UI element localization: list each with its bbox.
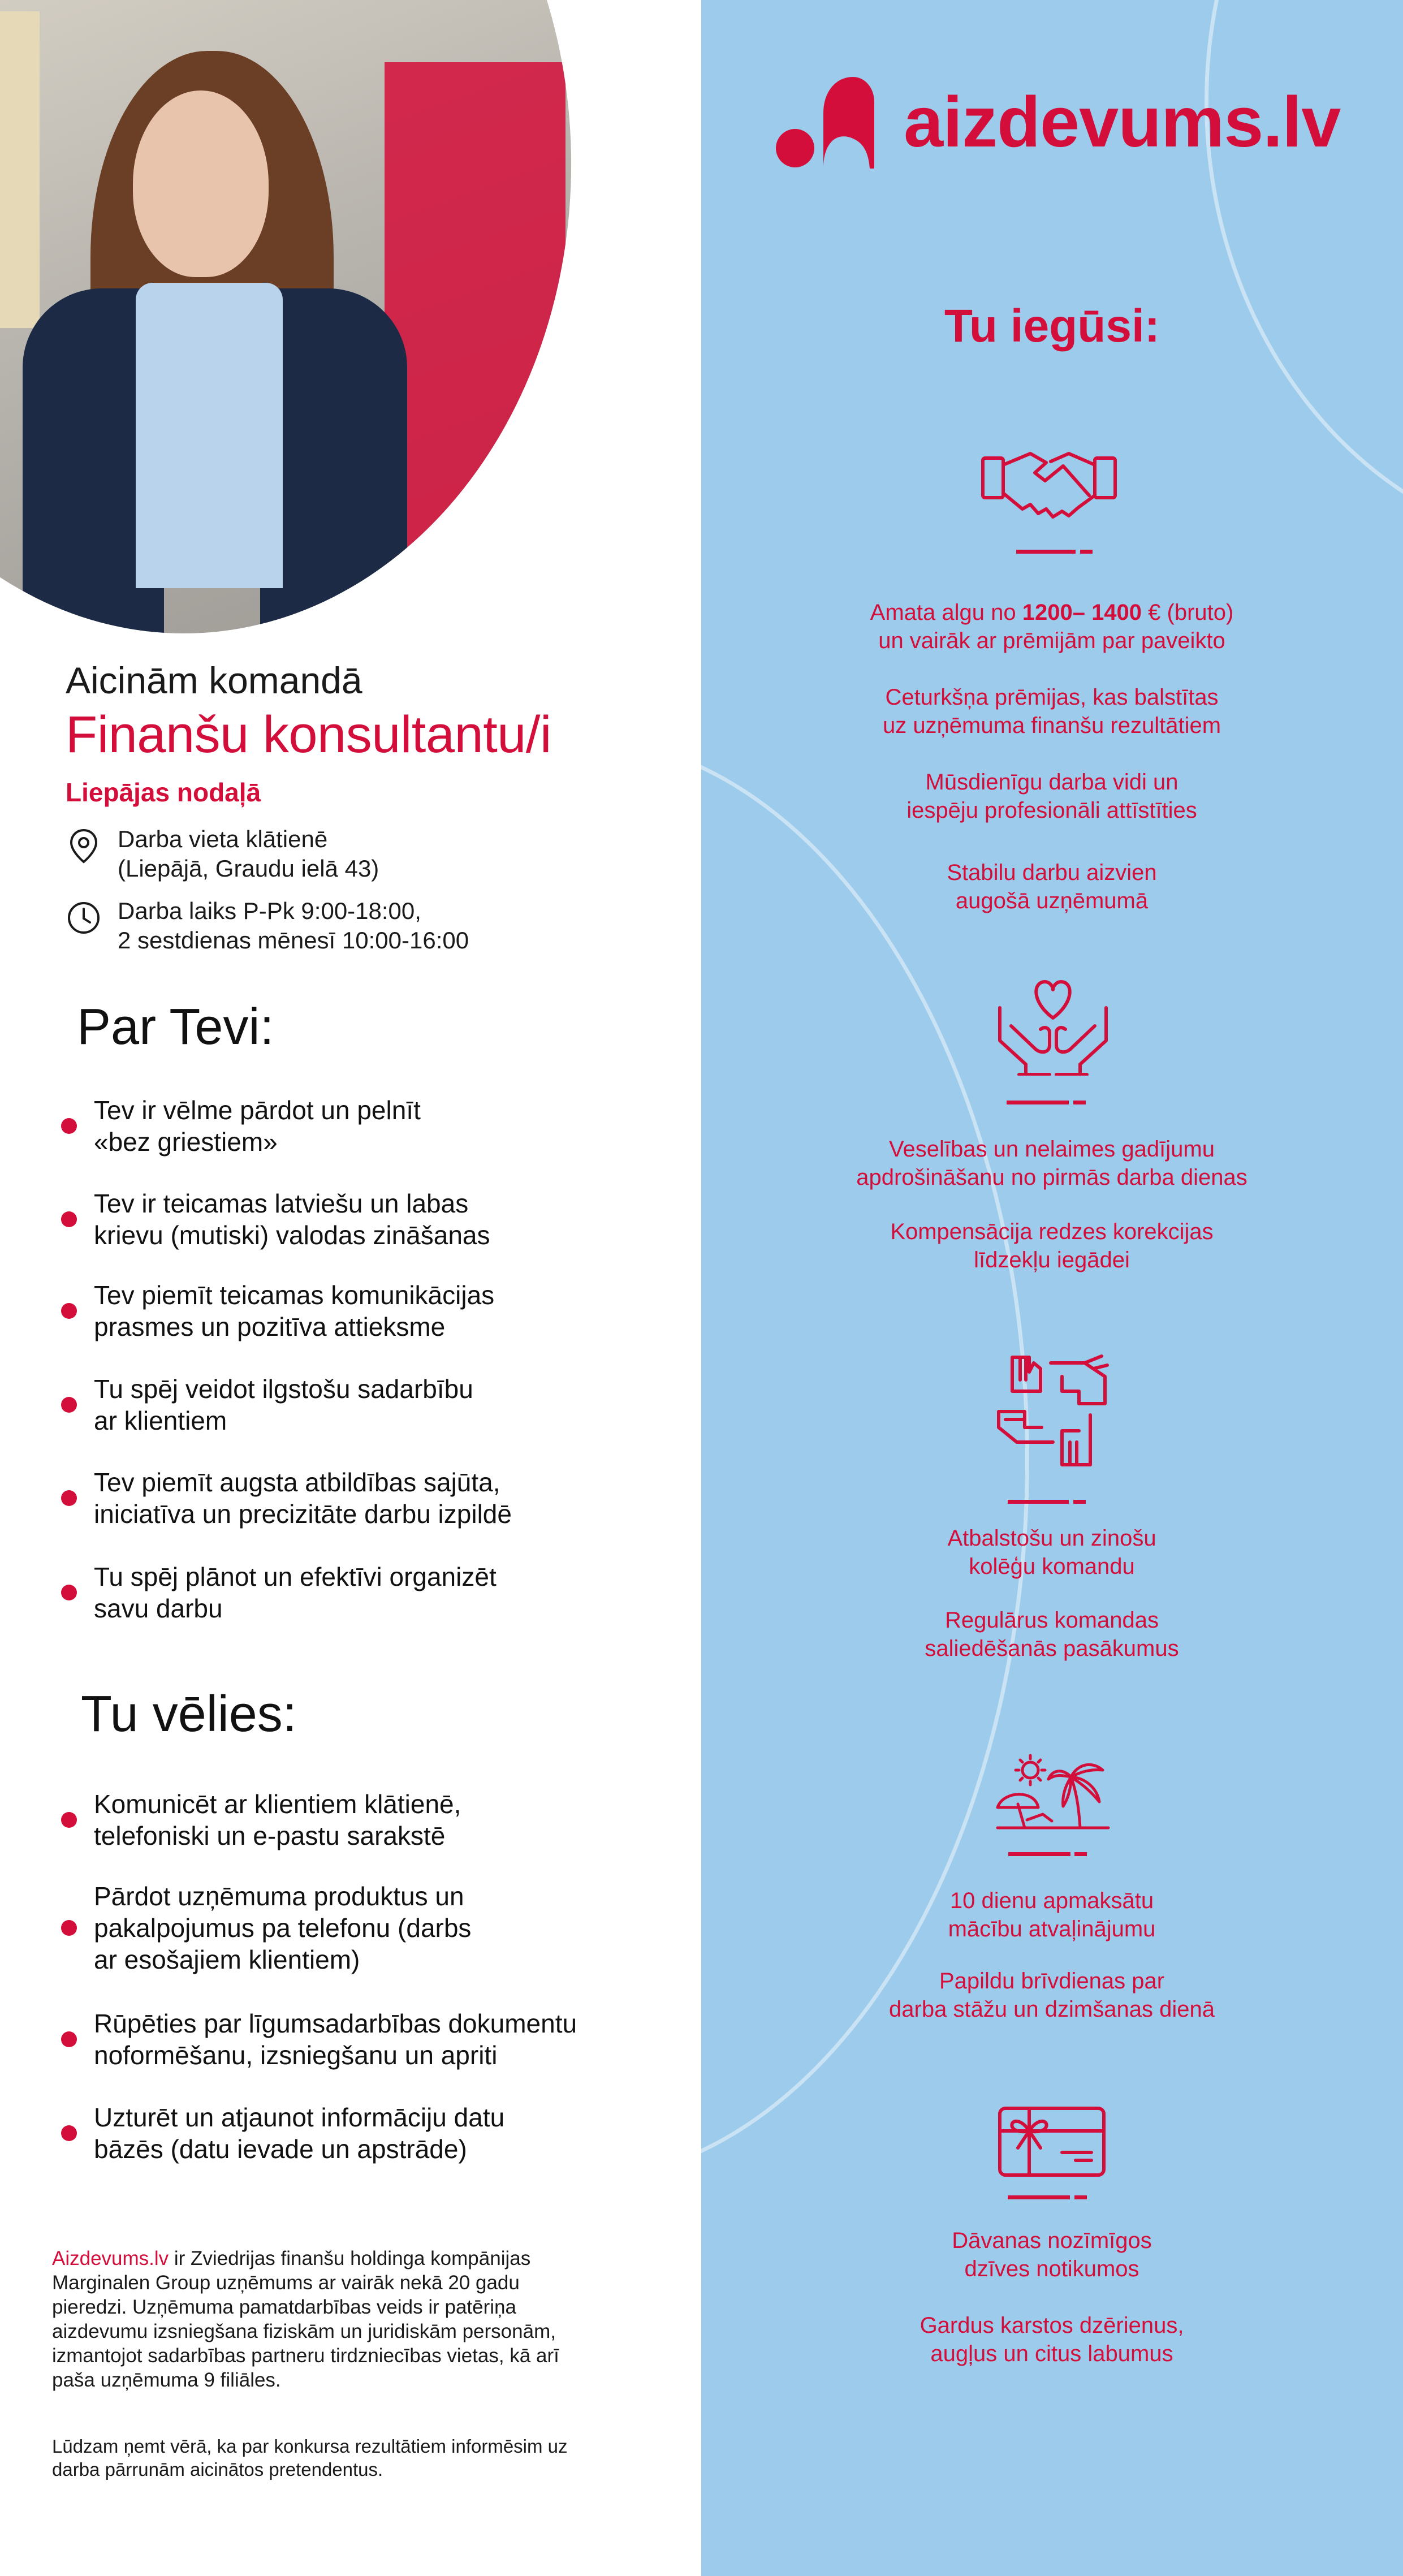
hours-line-2: 2 sestdienas mēnesī 10:00-16:00 <box>118 927 469 953</box>
heart-hands-icon <box>991 974 1115 1076</box>
benefit-text: Mūsdienīgu darba vidi un iespēju profesionāli attīstīties <box>906 770 1197 823</box>
benefits-panel <box>701 0 1403 2576</box>
hero-photo-circle <box>0 0 571 633</box>
about-you-item: Tev piemīt augsta atbildības sajūta, iniciatīva un precizitāte darbu izpildē <box>61 1466 512 1530</box>
workplace-line-2: (Liepājā, Graudu ielā 43) <box>118 855 379 882</box>
gift-card-icon <box>996 2105 1107 2178</box>
about-you-item: Tu spēj veidot ilgstošu sadarbību ar klientiem <box>61 1373 473 1436</box>
benefit-text: Kompensācija redzes korekcijas līdzekļu iegādei <box>890 1219 1214 1272</box>
benefit-text: Stabilu darbu aizvien augošā uzņēmumā <box>947 860 1157 913</box>
bullet-dot-icon <box>61 1118 77 1134</box>
about-you-title: Par Tevi: <box>77 999 274 1055</box>
team-hands-icon <box>994 1352 1110 1473</box>
branch-label: Liepājas nodaļā <box>66 778 261 807</box>
vacation-palm-icon <box>995 1753 1111 1832</box>
about-you-item: Tu spēj plānot un efektīvi organizēt savu darbu <box>61 1561 497 1624</box>
bullet-dot-icon <box>61 1812 77 1828</box>
benefit-dash <box>1008 1852 1070 1856</box>
company-description <box>52 2246 578 2392</box>
benefit-dash <box>1073 1101 1086 1104</box>
hero-photo <box>0 0 571 633</box>
brand-logo-icon <box>774 74 875 170</box>
benefit-text: Dāvanas nozīmīgos dzīves notikumos <box>952 2228 1152 2281</box>
position-title: Finanšu konsultantu/i <box>66 706 551 763</box>
bullet-dot-icon <box>61 1303 77 1319</box>
benefit-text: Gardus karstos dzērienus, augļus un citus labumus <box>919 2313 1184 2366</box>
company-brand-word: Aizdevums.lv <box>52 2247 169 2269</box>
decorative-arc <box>701 735 1029 2183</box>
benefit-dash <box>1080 550 1093 554</box>
bullet-dot-icon <box>61 1211 77 1227</box>
benefit-dash <box>1008 2195 1070 2199</box>
bullet-dot-icon <box>61 1585 77 1600</box>
clock-icon <box>66 900 102 936</box>
benefit-dash <box>1074 2195 1087 2199</box>
intro-block <box>66 659 563 808</box>
you-want-item: Komunicēt ar klientiem klātienē, telefoniski un e-pastu sarakstē <box>61 1788 461 1852</box>
benefit-text: Regulārus komandas saliedēšanās pasākumus <box>925 1608 1179 1661</box>
you-want-item: Rūpēties par līgumsadarbības dokumentu noformēšanu, izsniegšanu un apriti <box>61 2008 577 2071</box>
benefit-text: Papildu brīvdienas par darba stāžu un dzimšanas dienā <box>889 1969 1215 2022</box>
benefit-dash <box>1073 1500 1086 1504</box>
about-you-item: Tev ir teicamas latviešu un labas krievu (mutiski) valodas zināšanas <box>61 1188 490 1251</box>
benefit-text: Veselības un nelaimes gadījumu apdrošināšanu no pirmās darba dienas <box>856 1137 1247 1190</box>
about-you-item: Tev piemīt teicamas komunikācijas prasmes un pozitīva attieksme <box>61 1279 494 1343</box>
location-pin-icon <box>66 828 102 864</box>
benefit-dash <box>1016 550 1076 554</box>
contest-note: Lūdzam ņemt vērā, ka par konkursa rezultātiem informēsim uz darba pārrunām aicinātos pretendentus. <box>52 2436 568 2480</box>
brand-logo <box>774 74 1340 170</box>
bullet-dot-icon <box>61 2031 77 2047</box>
bullet-dot-icon <box>61 2125 77 2141</box>
bullet-dot-icon <box>61 1490 77 1506</box>
benefit-salary: Amata algu no 1200– 1400 € (bruto) un vairāk ar prēmijām par paveikto <box>870 600 1234 653</box>
you-want-title: Tu vēlies: <box>81 1686 297 1742</box>
hours-line-1: Darba laiks P-Pk 9:00-18:00, <box>118 897 421 924</box>
benefit-dash <box>1007 1101 1069 1104</box>
hours-info <box>66 896 469 955</box>
salary-range: 1200– 1400 <box>1022 600 1142 625</box>
brand-logo-text: aizdevums.lv <box>904 81 1341 162</box>
handshake-icon <box>978 441 1120 537</box>
benefit-dash <box>1074 1852 1087 1856</box>
about-you-item: Tev ir vēlme pārdot un pelnīt «bez griestiem» <box>61 1094 421 1158</box>
benefit-text: 10 dienu apmaksātu mācību atvaļinājumu <box>948 1888 1156 1941</box>
bullet-dot-icon <box>61 1397 77 1413</box>
you-want-item: Uzturēt un atjaunot informāciju datu bāzēs (datu ievade un apstrāde) <box>61 2102 504 2165</box>
bullet-dot-icon <box>61 1920 77 1936</box>
benefit-text: Ceturkšņa prēmijas, kas balstītas uz uzņēmuma finanšu rezultātiem <box>882 685 1221 738</box>
company-text: ir Zviedrijas finanšu holdinga kompānijas Marginalen Group uzņēmums ar vairāk nekā 20 gadu pieredzi. Uzņēmuma pamatdarbības veids ir patēriņa aizdevumu izsniegšana fiziskām un juridiskām personām, izmantojot sadarbības partneru tirdzniecības vietas, kā arī paša uzņēmuma 9 filiāles. <box>52 2247 559 2391</box>
intro-invite: Aicinām komandā <box>66 659 362 701</box>
workplace-line-1: Darba vieta klātienē <box>118 826 328 852</box>
benefit-text: Atbalstošu un zinošu kolēģu komandu <box>947 1526 1156 1579</box>
benefits-title: Tu iegūsi: <box>944 300 1160 352</box>
workplace-info <box>66 825 379 883</box>
benefit-dash <box>1008 1500 1069 1504</box>
you-want-item: Pārdot uzņēmuma produktus un pakalpojumus pa telefonu (darbs ar esošajiem klientiem) <box>61 1880 471 1975</box>
